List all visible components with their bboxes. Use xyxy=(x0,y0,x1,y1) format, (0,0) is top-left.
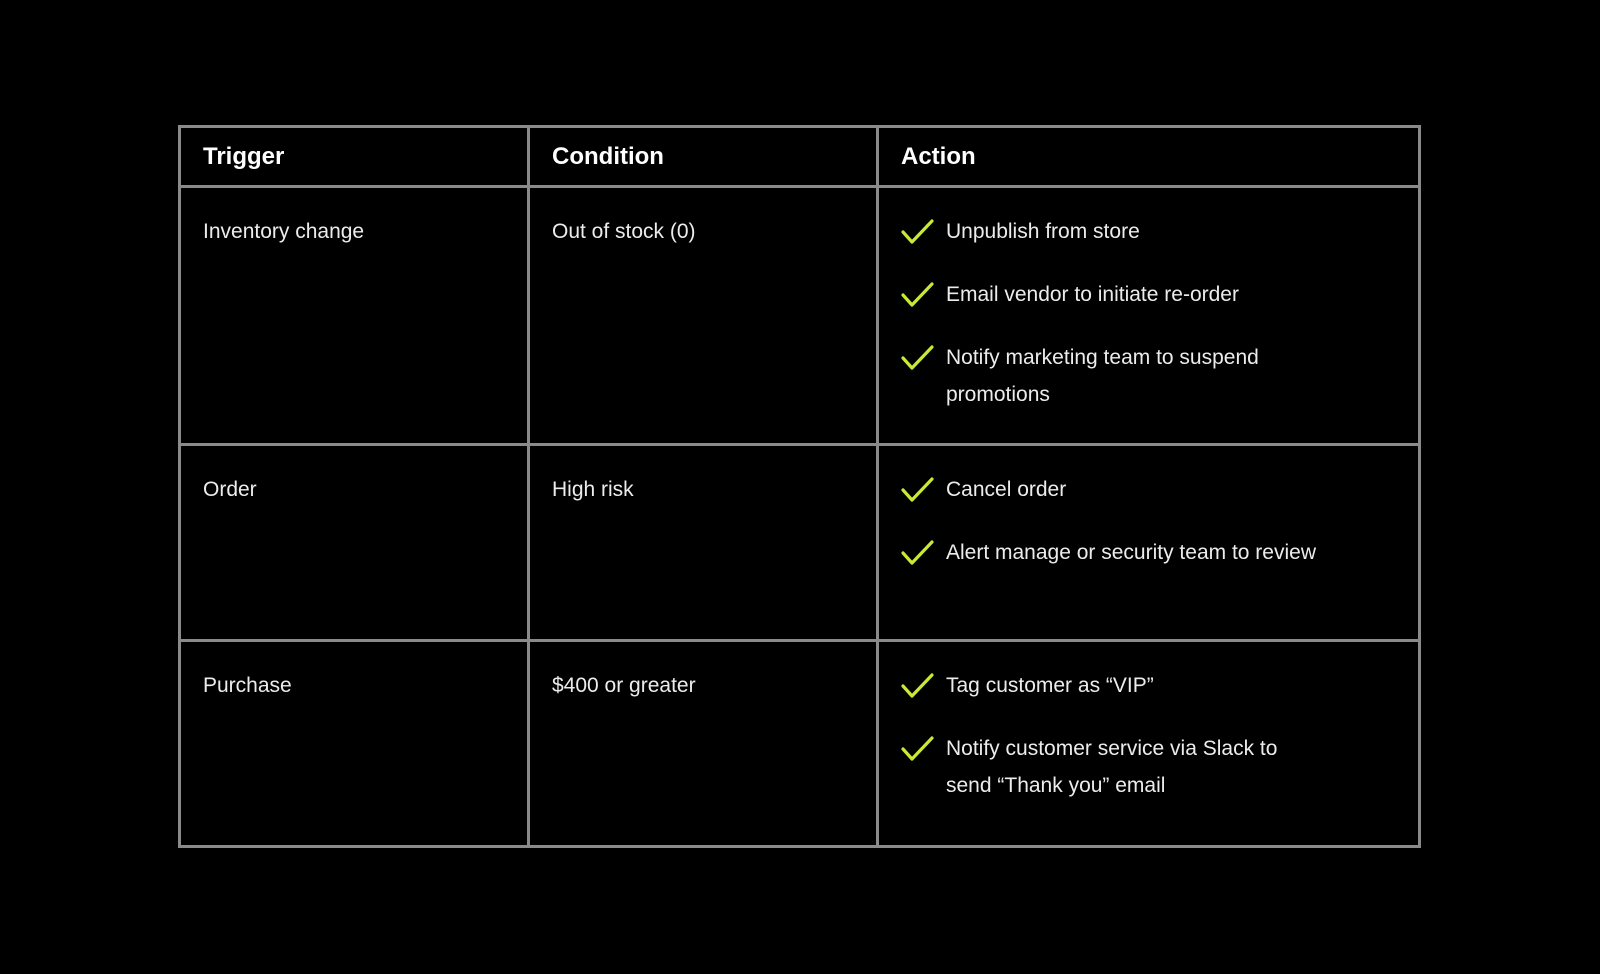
action-text: Tag customer as “VIP” xyxy=(946,674,1154,697)
trigger-cell xyxy=(181,188,530,446)
action-item xyxy=(901,213,1418,250)
action-cell xyxy=(879,642,1418,845)
check-icon xyxy=(901,673,934,699)
action-list xyxy=(901,213,1418,413)
header-condition-label: Condition xyxy=(552,142,664,170)
condition-cell xyxy=(530,446,879,642)
action-item xyxy=(901,667,1418,704)
action-text: Alert manage or security team to review xyxy=(946,541,1316,564)
automation-table xyxy=(178,125,1421,848)
action-cell xyxy=(879,188,1418,446)
condition-cell xyxy=(530,188,879,446)
header-action xyxy=(879,128,1418,188)
action-item xyxy=(901,276,1418,313)
action-item xyxy=(901,339,1418,413)
check-icon xyxy=(901,219,934,245)
trigger-text: Inventory change xyxy=(203,220,365,243)
check-icon xyxy=(901,477,934,503)
header-condition xyxy=(530,128,879,188)
condition-text: Out of stock (0) xyxy=(552,220,696,243)
check-icon xyxy=(901,736,934,762)
condition-cell xyxy=(530,642,879,845)
action-item xyxy=(901,534,1418,571)
action-text: Cancel order xyxy=(946,478,1067,501)
action-list xyxy=(901,667,1418,804)
trigger-cell xyxy=(181,642,530,845)
action-item xyxy=(901,471,1418,508)
header-trigger-label: Trigger xyxy=(203,142,285,170)
check-icon xyxy=(901,540,934,566)
condition-text: High risk xyxy=(552,478,634,501)
trigger-cell xyxy=(181,446,530,642)
action-text: Notify customer service via Slack to send “Thank you” email xyxy=(946,737,1278,797)
action-text: Email vendor to initiate re-order xyxy=(946,283,1239,306)
action-text: Unpublish from store xyxy=(946,220,1140,243)
header-trigger xyxy=(181,128,530,188)
action-cell xyxy=(879,446,1418,642)
header-action-label: Action xyxy=(901,142,976,170)
action-text: Notify marketing team to suspend promotions xyxy=(946,346,1259,406)
check-icon xyxy=(901,345,934,371)
condition-text: $400 or greater xyxy=(552,674,696,697)
trigger-text: Purchase xyxy=(203,674,292,697)
action-item xyxy=(901,730,1418,804)
check-icon xyxy=(901,282,934,308)
action-list xyxy=(901,471,1418,571)
trigger-text: Order xyxy=(203,478,257,501)
